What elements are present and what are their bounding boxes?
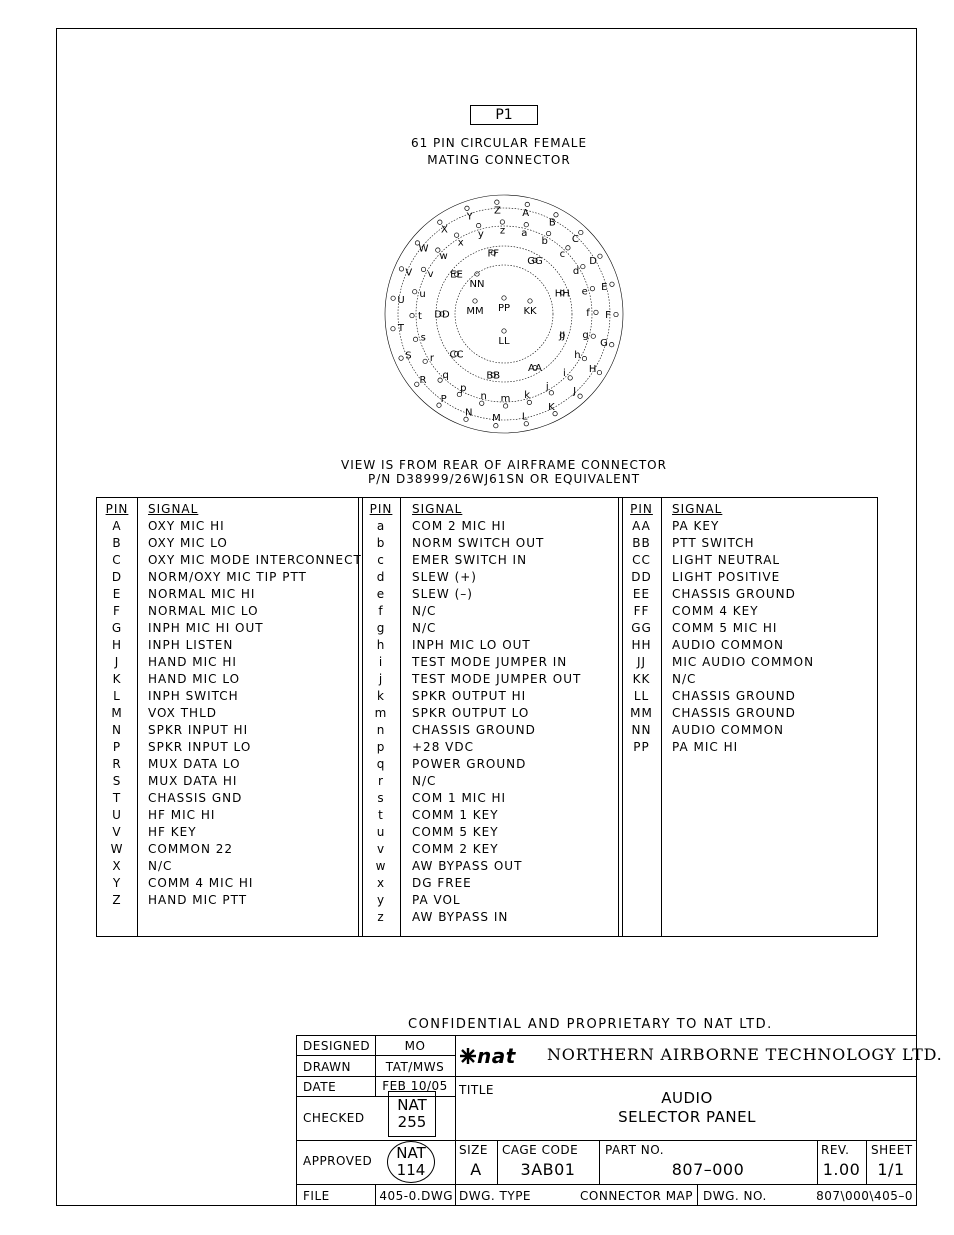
- pin-signal: SPKR OUTPUT LO: [412, 706, 530, 720]
- pin-signal: PA VOL: [412, 893, 461, 907]
- company-name: NORTHERN AIRBORNE TECHNOLOGY LTD.: [547, 1045, 943, 1064]
- pin-signal: NORMAL MIC LO: [148, 604, 259, 618]
- pin-signal: CHASSIS GROUND: [672, 706, 796, 720]
- pin-id: N: [112, 723, 122, 737]
- pin-signal: INPH LISTEN: [148, 638, 234, 652]
- connector-pin-label: P: [440, 394, 447, 406]
- pin-id: V: [112, 825, 122, 839]
- connector-pin-label: j: [545, 381, 549, 393]
- title-block: [296, 1035, 943, 1206]
- pin-id: J: [114, 655, 120, 669]
- connector-pin-label: J: [573, 385, 577, 397]
- connector-desc-line2: MATING CONNECTOR: [427, 153, 571, 167]
- connector-pin-label: Y: [466, 211, 473, 223]
- pin-id: H: [111, 638, 123, 652]
- signal-column-3: [672, 501, 814, 756]
- connector-pin-label: L: [521, 411, 528, 423]
- view-note: VIEW IS FROM REAR OF AIRFRAME CONNECTOR: [341, 458, 667, 472]
- pin-signal: PA KEY: [672, 519, 720, 533]
- pin-signal-table: [96, 497, 878, 937]
- connector-pin: [579, 230, 583, 234]
- connector-pin-label: AA: [528, 363, 542, 375]
- connector-pin: [528, 299, 532, 303]
- pin-id: MM: [630, 706, 653, 720]
- connector-pin: [502, 296, 506, 300]
- checked-stamp: NAT 255: [388, 1091, 436, 1137]
- connector-pin-label: C: [571, 233, 579, 245]
- pin-id: t: [378, 808, 384, 822]
- pin-signal: SLEW (+): [412, 570, 477, 584]
- connector-pin: [399, 267, 403, 271]
- pin-id: B: [112, 536, 122, 550]
- connector-pin-label: m: [500, 393, 511, 405]
- connector-pin-label: JJ: [559, 330, 566, 342]
- pin-signal: SLEW (–): [412, 587, 473, 601]
- pin-id: i: [378, 655, 384, 669]
- connector-pin-label: R: [419, 374, 427, 386]
- pin-id: EE: [632, 587, 651, 601]
- connector-pin-label: c: [559, 249, 566, 261]
- connector-pin-label: v: [427, 268, 434, 280]
- pin-signal: INPH SWITCH: [148, 689, 239, 703]
- connector-pin-label: h: [574, 350, 581, 362]
- pin-id: c: [377, 553, 385, 567]
- file-label: FILE: [303, 1189, 330, 1203]
- pin-signal: COMM 4 KEY: [672, 604, 759, 618]
- pin-id: Z: [112, 893, 122, 907]
- pin-id: F: [113, 604, 121, 618]
- pin-signal: SPKR INPUT LO: [148, 740, 252, 754]
- date-label: DATE: [303, 1080, 337, 1094]
- pin-column-3: [622, 501, 661, 756]
- pin-id: C: [112, 553, 122, 567]
- pin-signal: AUDIO COMMON: [672, 638, 784, 652]
- pin-signal: VOX THLD: [148, 706, 217, 720]
- connector-pin-label: W: [418, 243, 429, 255]
- connector-pin: [495, 200, 499, 204]
- pin-id: Y: [112, 876, 122, 890]
- connector-pin: [500, 220, 504, 224]
- pin-id: q: [376, 757, 386, 771]
- pin-signal: TEST MODE JUMPER OUT: [412, 672, 582, 686]
- dwg-type-value: CONNECTOR MAP: [580, 1189, 693, 1203]
- connector-pin-label: D: [589, 255, 597, 267]
- pin-signal: OXY MIC MODE INTERCONNECT: [148, 553, 362, 567]
- connector-pin-label: u: [419, 289, 426, 301]
- connector-pin-label: p: [460, 382, 467, 394]
- pin-signal: INPH MIC LO OUT: [412, 638, 531, 652]
- connector-pin: [423, 359, 427, 363]
- pin-id: A: [112, 519, 122, 533]
- pin-signal: COMM 5 KEY: [412, 825, 499, 839]
- connector-pin: [465, 206, 469, 210]
- connector-pin: [413, 290, 417, 294]
- pin-signal: N/C: [412, 621, 437, 635]
- connector-pin-label: HH: [554, 288, 570, 300]
- connector-pin-label: PP: [497, 303, 511, 314]
- pin-signal: N/C: [412, 774, 437, 788]
- connector-pin: [590, 286, 594, 290]
- connector-pin-label: CC: [449, 349, 464, 361]
- connector-pin-label: e: [581, 286, 588, 298]
- pin-header: PIN: [630, 502, 653, 516]
- part-no-label: PART NO.: [605, 1143, 665, 1157]
- pin-id: NN: [631, 723, 652, 737]
- pin-id: DD: [631, 570, 652, 584]
- part-number-note: P/N D38999/26WJ61SN OR EQUIVALENT: [367, 472, 641, 486]
- pin-id: G: [111, 621, 123, 635]
- file-value: 405-0.DWG: [379, 1189, 453, 1203]
- pin-id: d: [376, 570, 386, 584]
- pin-id: D: [111, 570, 123, 584]
- pin-id: CC: [632, 553, 651, 567]
- pin-signal: COM 1 MIC HI: [412, 791, 507, 805]
- connector-pin: [399, 356, 403, 360]
- pin-column-1: [97, 501, 137, 909]
- designed-value: MO: [404, 1039, 426, 1053]
- pin-signal: SPKR INPUT HI: [148, 723, 249, 737]
- connector-pin: [415, 382, 419, 386]
- pin-signal: +28 VDC: [412, 740, 474, 754]
- pin-id: PP: [633, 740, 650, 754]
- connector-pin-label: BB: [486, 370, 501, 382]
- date-value: FEB 10/05: [382, 1079, 448, 1093]
- pin-id: w: [375, 859, 387, 873]
- connector-pin-label: z: [499, 225, 506, 237]
- title-line2: SELECTOR PANEL: [618, 1108, 756, 1126]
- pin-signal: LIGHT NEUTRAL: [672, 553, 781, 567]
- pin-id: U: [112, 808, 122, 822]
- signal-header: SIGNAL: [148, 502, 199, 516]
- approved-stamp: NAT 114: [387, 1141, 435, 1183]
- connector-pin: [597, 370, 601, 374]
- connector-pin-label: MM: [466, 306, 484, 317]
- pin-header: PIN: [369, 502, 393, 516]
- pin-id: f: [378, 604, 384, 618]
- pin-id: BB: [632, 536, 651, 550]
- pin-id: k: [377, 689, 385, 703]
- drawn-label: DRAWN: [303, 1060, 351, 1074]
- connector-pin: [610, 343, 614, 347]
- connector-pin-label: a: [521, 227, 528, 239]
- pin-id: v: [376, 842, 386, 856]
- dwg-no-value: 807\000\405–0: [816, 1189, 913, 1203]
- pin-signal: PA MIC HI: [672, 740, 739, 754]
- connector-pin-label: U: [397, 294, 405, 306]
- pin-id: y: [376, 893, 386, 907]
- pin-id: AA: [632, 519, 651, 533]
- pin-id: b: [376, 536, 386, 550]
- connector-pin: [598, 254, 602, 258]
- cage-code-label: CAGE CODE: [502, 1143, 579, 1157]
- pin-id: j: [378, 672, 384, 686]
- signal-header: SIGNAL: [672, 502, 723, 516]
- pin-id: T: [112, 791, 122, 805]
- pin-id: p: [376, 740, 386, 754]
- pin-signal: CHASSIS GROUND: [412, 723, 536, 737]
- pin-id: M: [111, 706, 123, 720]
- pin-signal: POWER GROUND: [412, 757, 527, 771]
- connector-pin: [566, 246, 570, 250]
- connector-pin-label: V: [405, 267, 413, 279]
- pin-id: g: [376, 621, 386, 635]
- connector-pin: [525, 202, 529, 206]
- pin-id: a: [376, 519, 386, 533]
- dwg-type-label: DWG. TYPE: [459, 1189, 532, 1203]
- connector-pin: [476, 223, 480, 227]
- pin-signal: N/C: [148, 859, 173, 873]
- pin-signal: N/C: [672, 672, 697, 686]
- pin-signal: PTT SWITCH: [672, 536, 755, 550]
- connector-pin-label: s: [420, 332, 426, 344]
- cage-code-value: 3AB01: [520, 1160, 576, 1179]
- pin-signal: NORMAL MIC HI: [148, 587, 256, 601]
- connector-ring-4: [436, 246, 572, 382]
- connector-pin-label: w: [439, 251, 448, 263]
- pin-signal: HAND MIC LO: [148, 672, 241, 686]
- connector-pin: [421, 267, 425, 271]
- pin-id: FF: [633, 604, 650, 618]
- pin-signal: NORM/OXY MIC TIP PTT: [148, 570, 307, 584]
- sheet-value: 1/1: [877, 1160, 905, 1179]
- connector-pin: [391, 327, 395, 331]
- pin-id: L: [113, 689, 121, 703]
- connector-pin-label: d: [572, 266, 580, 278]
- sheet-label: SHEET: [871, 1143, 913, 1157]
- pin-signal: MUX DATA LO: [148, 757, 241, 771]
- connector-pin-label: n: [480, 391, 487, 403]
- pin-signal: CHASSIS GROUND: [672, 689, 796, 703]
- pin-signal: COMM 2 KEY: [412, 842, 499, 856]
- pin-signal: MIC AUDIO COMMON: [672, 655, 815, 669]
- designed-label: DESIGNED: [303, 1039, 371, 1053]
- pin-id: n: [376, 723, 386, 737]
- signal-header: SIGNAL: [412, 502, 463, 516]
- part-no-value: 807–000: [671, 1160, 745, 1179]
- rev-value: 1.00: [822, 1160, 861, 1179]
- pin-signal: MUX DATA HI: [148, 774, 238, 788]
- approved-label: APPROVED: [303, 1154, 373, 1168]
- pin-signal: COMM 1 KEY: [412, 808, 499, 822]
- connector-pin-label: KK: [523, 306, 537, 317]
- connector-pin-label: G: [600, 338, 608, 350]
- pin-signal: DG FREE: [412, 876, 472, 890]
- pin-id: LL: [633, 689, 650, 703]
- pin-signal: COM 2 MIC HI: [412, 519, 507, 533]
- connector-pin-label: A: [522, 207, 530, 219]
- size-value: A: [470, 1160, 482, 1179]
- title-line1: AUDIO: [661, 1089, 713, 1107]
- connector-pin-label: x: [457, 237, 464, 249]
- pin-signal: EMER SWITCH IN: [412, 553, 528, 567]
- connector-pin-label: q: [442, 369, 449, 381]
- connector-pin: [475, 272, 479, 276]
- confidential-notice: CONFIDENTIAL AND PROPRIETARY TO NAT LTD.: [408, 1017, 773, 1032]
- pin-id: z: [377, 910, 385, 924]
- pin-signal: NORM SWITCH OUT: [412, 536, 545, 550]
- connector-pin: [581, 264, 585, 268]
- connector-pin-label: g: [582, 329, 589, 341]
- pin-signal: LIGHT POSITIVE: [672, 570, 781, 584]
- connector-pin-label: E: [601, 281, 608, 293]
- connector-pin: [473, 299, 477, 303]
- connector-pin-label: N: [464, 407, 473, 419]
- connector-pin: [391, 296, 395, 300]
- title-label: TITLE: [459, 1083, 494, 1097]
- connector-pin-label: F: [605, 309, 611, 321]
- connector-pin: [502, 329, 506, 333]
- pin-signal: AW BYPASS OUT: [412, 859, 523, 873]
- connector-pin-label: H: [588, 363, 597, 375]
- signal-column-1: [148, 501, 362, 909]
- connector-pin: [614, 312, 618, 316]
- pin-id: GG: [631, 621, 652, 635]
- connector-pin-label: X: [440, 224, 448, 236]
- pin-signal: COMM 4 MIC HI: [148, 876, 254, 890]
- pin-id: JJ: [636, 655, 647, 669]
- pin-id: u: [376, 825, 386, 839]
- pin-id: h: [376, 638, 386, 652]
- pin-signal: HAND MIC HI: [148, 655, 237, 669]
- pin-signal: AW BYPASS IN: [412, 910, 509, 924]
- pin-id: r: [378, 774, 384, 788]
- connector-id: P1: [470, 105, 538, 125]
- pin-column-2: [362, 501, 400, 926]
- connector-pin-label: LL: [498, 336, 510, 347]
- connector-pin-label: r: [429, 352, 435, 364]
- pin-signal: N/C: [412, 604, 437, 618]
- connector-pin-label: b: [541, 236, 548, 248]
- connector-pin: [582, 356, 586, 360]
- pin-id: K: [112, 672, 122, 686]
- connector-pin-label: EE: [450, 269, 463, 281]
- connector-pin: [549, 391, 553, 395]
- pin-id: e: [376, 587, 386, 601]
- pin-signal: HAND MIC PTT: [148, 893, 248, 907]
- connector-pin: [410, 313, 414, 317]
- pin-signal: CHASSIS GND: [148, 791, 243, 805]
- connector-pin-label: T: [397, 323, 404, 335]
- pin-id: E: [112, 587, 122, 601]
- pin-id: m: [374, 706, 388, 720]
- pin-signal: TEST MODE JUMPER IN: [412, 655, 568, 669]
- signal-column-2: [412, 501, 581, 926]
- connector-pin: [524, 223, 528, 227]
- pin-signal: HF KEY: [148, 825, 197, 839]
- connector-pin: [578, 394, 582, 398]
- connector-pin: [610, 282, 614, 286]
- checked-label: CHECKED: [303, 1111, 365, 1125]
- connector-pin: [554, 213, 558, 217]
- connector-pin: [568, 376, 572, 380]
- connector-pin-label: i: [563, 367, 566, 379]
- connector-pin: [591, 334, 595, 338]
- pin-id: S: [112, 774, 122, 788]
- pin-id: W: [110, 842, 124, 856]
- rev-label: REV.: [821, 1143, 850, 1157]
- connector-pin-label: FF: [487, 248, 499, 260]
- connector-pin-label: f: [586, 308, 590, 320]
- size-label: SIZE: [459, 1143, 488, 1157]
- pin-id: s: [377, 791, 385, 805]
- pin-id: X: [112, 859, 122, 873]
- connector-pin-label: GG: [527, 255, 543, 267]
- connector-pin-label: S: [405, 350, 412, 362]
- pin-signal: SPKR OUTPUT HI: [412, 689, 527, 703]
- company-logo: nat: [459, 1044, 516, 1068]
- pin-id: P: [112, 740, 122, 754]
- pin-signal: HF MIC HI: [148, 808, 216, 822]
- connector-pin-label: B: [548, 217, 556, 229]
- connector-pin-label: NN: [469, 279, 485, 290]
- dwg-no-label: DWG. NO.: [703, 1189, 767, 1203]
- pin-id: HH: [631, 638, 652, 652]
- pin-id: x: [376, 876, 386, 890]
- pin-signal: COMM 5 MIC HI: [672, 621, 778, 635]
- connector-desc-line1: 61 PIN CIRCULAR FEMALE: [410, 136, 588, 150]
- pin-signal: INPH MIC HI OUT: [148, 621, 264, 635]
- pin-signal: AUDIO COMMON: [672, 723, 784, 737]
- nat-star-icon: [459, 1047, 477, 1065]
- connector-pin-label: k: [524, 390, 531, 402]
- pin-signal: OXY MIC HI: [148, 519, 225, 533]
- connector-pin-label: M: [492, 413, 501, 425]
- connector-pin: [594, 310, 598, 314]
- pin-signal: COMMON 22: [148, 842, 234, 856]
- connector-pin: [413, 337, 417, 341]
- drawn-value: TAT/MWS: [385, 1060, 445, 1074]
- pin-header: PIN: [105, 502, 129, 516]
- connector-pin-label: t: [418, 310, 422, 322]
- connector-pin-label: y: [477, 228, 484, 240]
- connector-pin-label: DD: [434, 309, 450, 321]
- pin-id: KK: [632, 672, 651, 686]
- connector-pinout-diagram: [380, 190, 630, 440]
- connector-pin-label: Z: [493, 205, 501, 217]
- pin-id: R: [112, 757, 122, 771]
- pin-signal: OXY MIC LO: [148, 536, 228, 550]
- pin-signal: CHASSIS GROUND: [672, 587, 796, 601]
- connector-pin-label: K: [548, 402, 555, 414]
